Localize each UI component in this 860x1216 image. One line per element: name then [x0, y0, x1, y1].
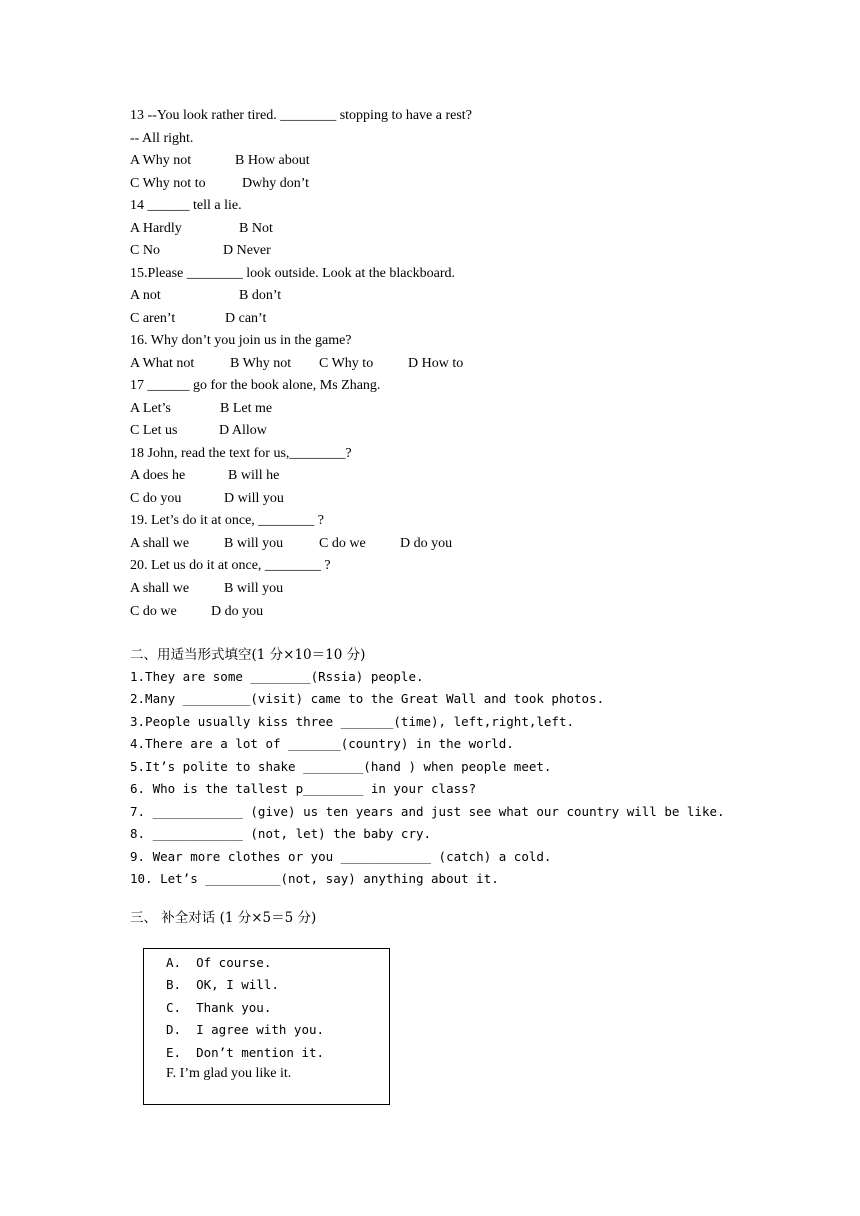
option-a: A shall we [130, 536, 190, 551]
fill-blank-item: 7. ____________ (give) us ten years and just see what our country will be like. [130, 804, 725, 819]
option-c: C do we [130, 604, 177, 619]
fill-blank-item: 3.People usually kiss three _______(time), left,right,left. [130, 714, 575, 729]
option-d: Dwhy don’t [242, 176, 310, 191]
dialogue-option: E. Don’t mention it. [166, 1045, 325, 1060]
option-a: A What not [130, 356, 195, 371]
fill-blank-item: 4.There are a lot of _______(country) in the world. [130, 736, 514, 751]
option-a: A Let’s [130, 401, 171, 416]
dialogue-option: C. Thank you. [166, 1000, 272, 1015]
fill-blank-item: 8. ____________ (not, let) the baby cry. [130, 826, 432, 841]
option-d: D can’t [225, 311, 267, 326]
question-17: 17 ______ go for the book alone, Ms Zhang. [130, 378, 381, 393]
option-c: C No [130, 243, 160, 258]
question-13-reply: -- All right. [130, 131, 194, 146]
option-b: B will you [224, 581, 284, 596]
question-15: 15.Please ________ look outside. Look at the blackboard. [130, 266, 456, 281]
option-d: D will you [224, 491, 284, 506]
option-d: D Allow [219, 423, 267, 438]
question-16: 16. Why don’t you join us in the game? [130, 333, 352, 348]
option-a: A Why not [130, 153, 192, 168]
dialogue-option: D. I agree with you. [166, 1022, 325, 1037]
question-13: 13 --You look rather tired. ________ stopping to have a rest? [130, 108, 472, 123]
option-b: B Not [239, 221, 273, 236]
question-20: 20. Let us do it at once, ________ ? [130, 558, 331, 573]
dialogue-options-box [143, 948, 390, 1105]
fill-blank-item: 5.It’s polite to shake ________(hand ) when people meet. [130, 759, 552, 774]
option-b: B will he [228, 468, 280, 483]
question-19: 19. Let’s do it at once, ________ ? [130, 513, 325, 528]
fill-blank-item: 9. Wear more clothes or you ____________ (catch) a cold. [130, 849, 552, 864]
option-c: C do we [319, 536, 366, 551]
dialogue-option: B. OK, I will. [166, 977, 279, 992]
option-c: C aren’t [130, 311, 176, 326]
option-c: C Why to [319, 356, 374, 371]
option-b: B Let me [220, 401, 273, 416]
fill-blank-item: 1.They are some ________(Rssia) people. [130, 669, 424, 684]
option-c: C Let us [130, 423, 178, 438]
option-d: D How to [408, 356, 464, 371]
fill-blank-item: 10. Let’s __________(not, say) anything about it. [130, 871, 499, 886]
option-a: A Hardly [130, 221, 182, 236]
option-b: B will you [224, 536, 284, 551]
question-14: 14 ______ tell a lie. [130, 198, 242, 213]
section-3-heading: 三、 补全对话 (1 分×5＝5 分) [130, 910, 317, 926]
option-b: B Why not [230, 356, 292, 371]
option-a: A does he [130, 468, 186, 483]
option-c: C Why not to [130, 176, 206, 191]
section-2-heading: 二、用适当形式填空(1 分×10＝10 分) [130, 647, 366, 663]
option-d: D Never [223, 243, 271, 258]
option-a: A shall we [130, 581, 190, 596]
fill-blank-item: 6. Who is the tallest p________ in your class? [130, 781, 477, 796]
dialogue-option: A. Of course. [166, 955, 272, 970]
option-b: B don’t [239, 288, 282, 303]
option-b: B How about [235, 153, 310, 168]
option-c: C do you [130, 491, 182, 506]
option-d: D do you [400, 536, 453, 551]
option-a: A not [130, 288, 161, 303]
question-18: 18 John, read the text for us,________? [130, 446, 352, 461]
dialogue-option: F. I’m glad you like it. [166, 1066, 292, 1081]
option-d: D do you [211, 604, 264, 619]
fill-blank-item: 2.Many _________(visit) came to the Great Wall and took photos. [130, 691, 605, 706]
